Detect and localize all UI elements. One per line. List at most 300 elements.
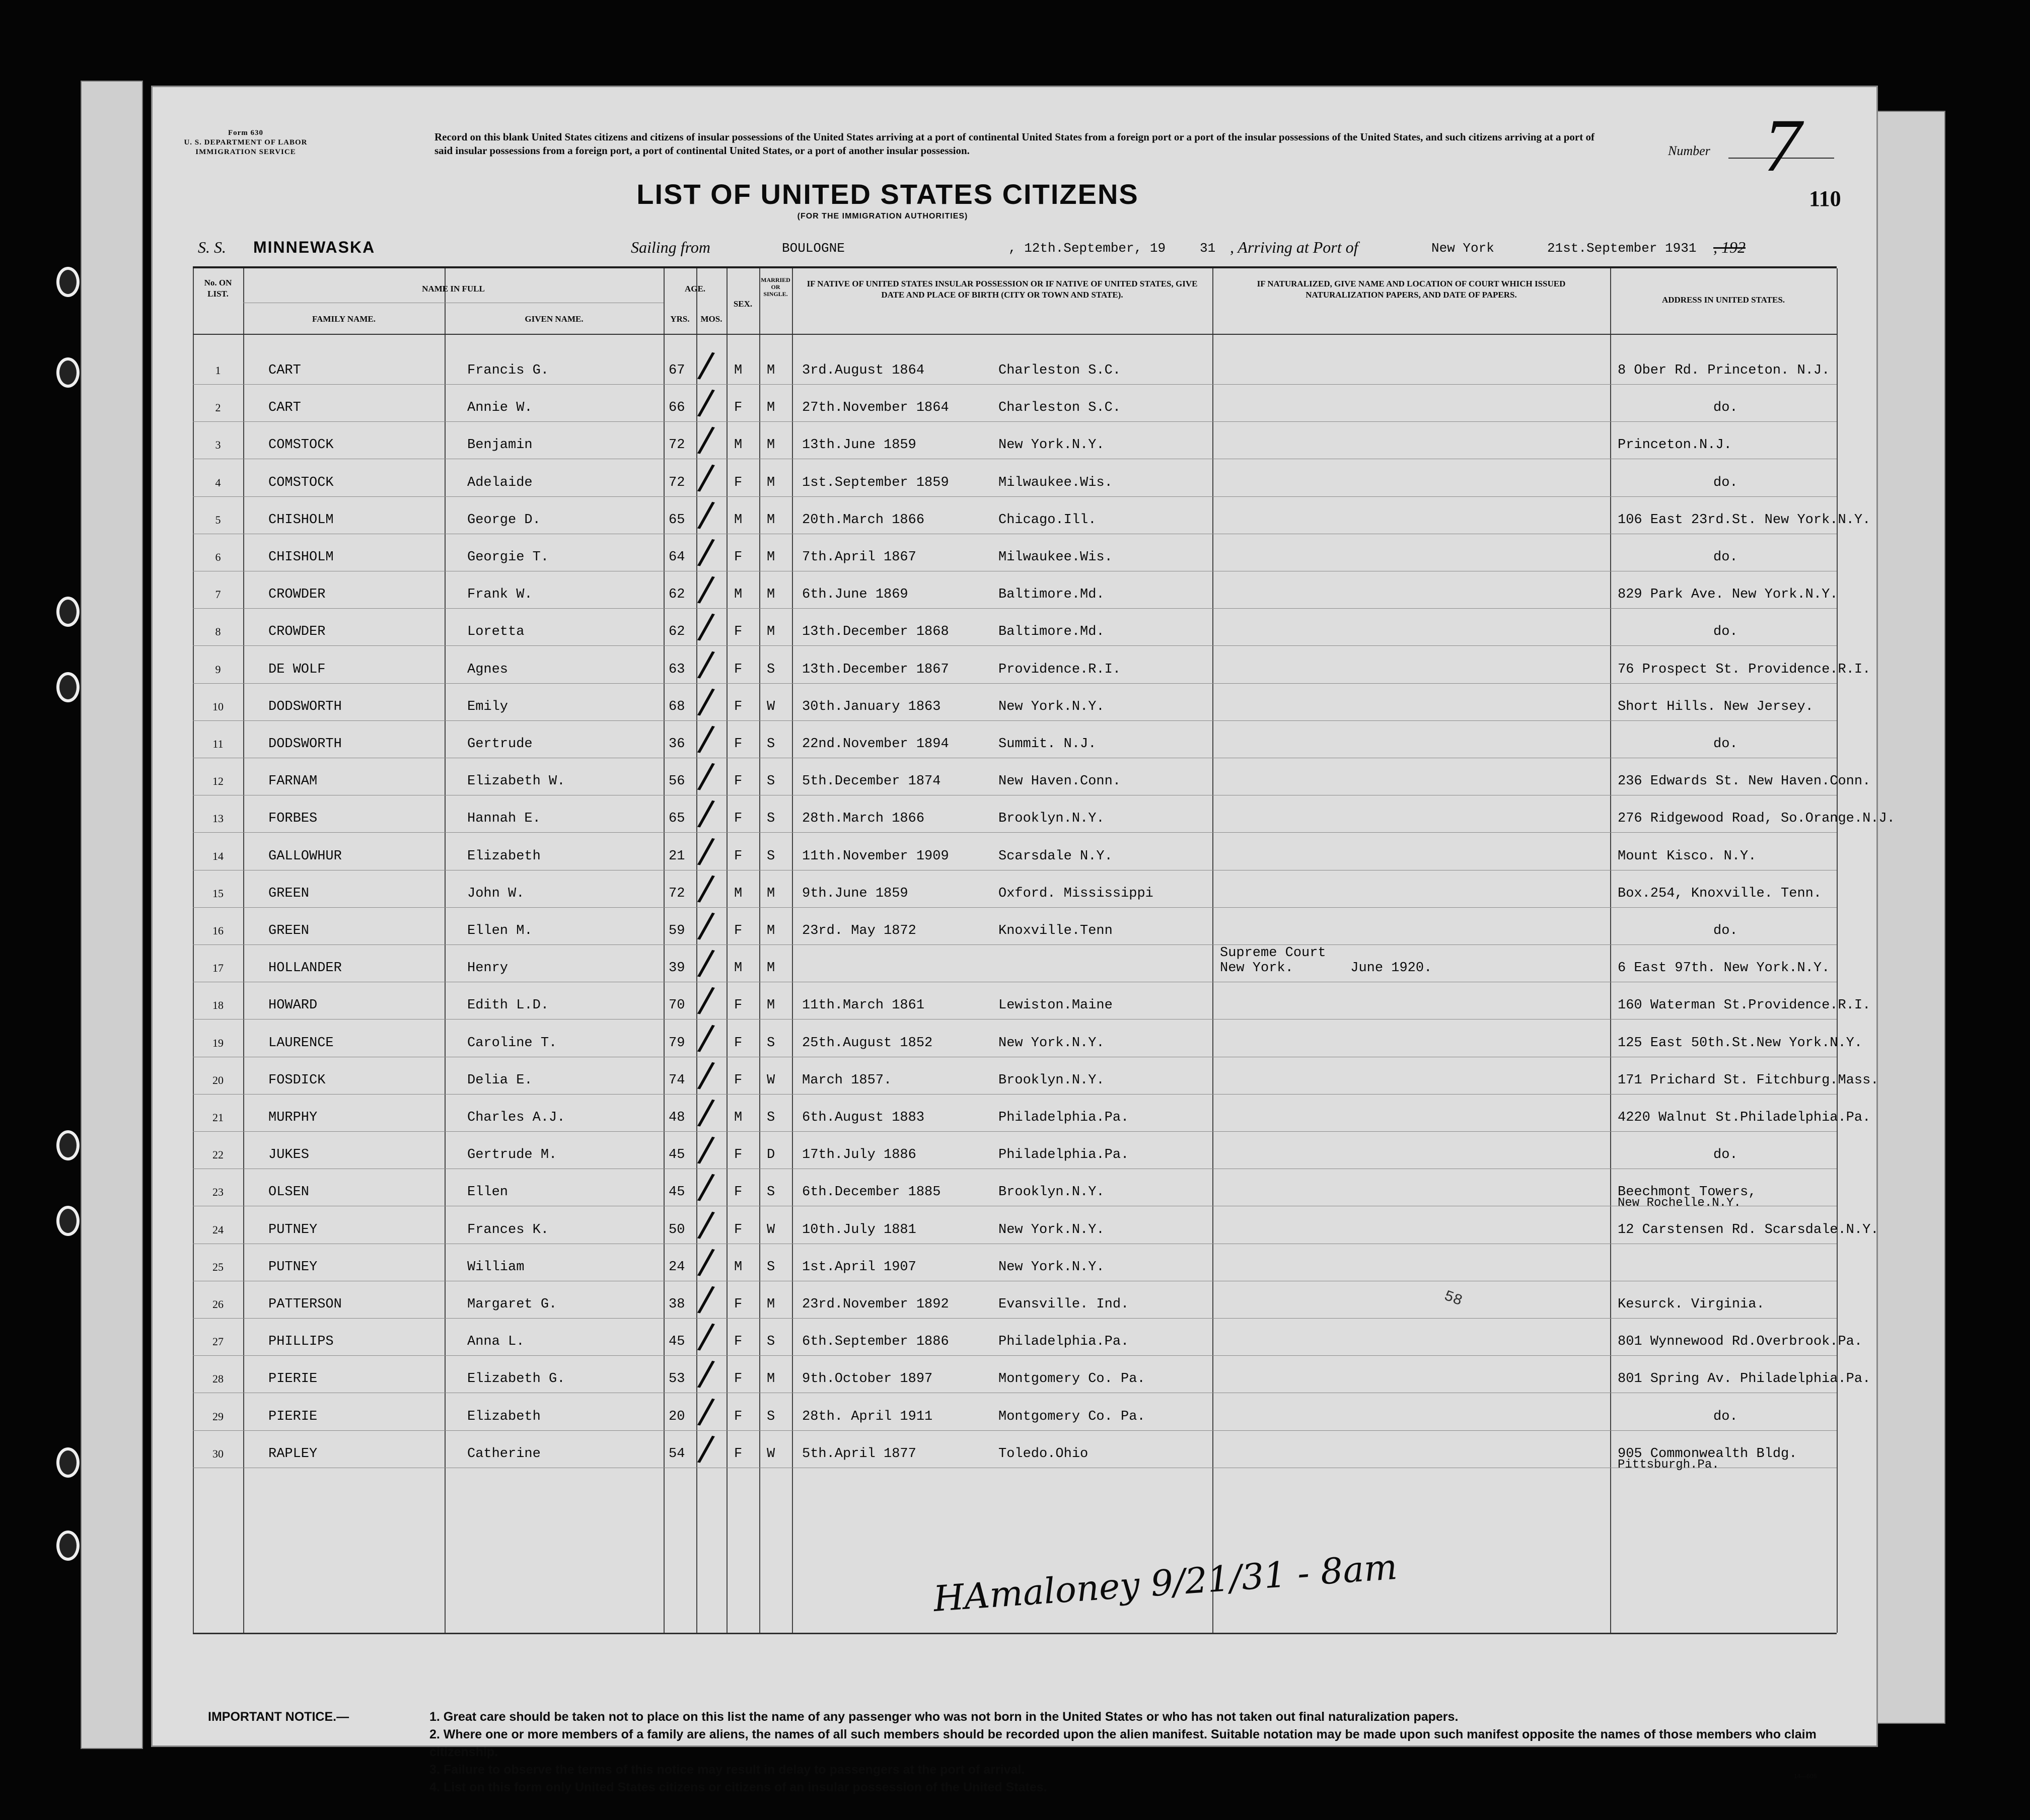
marital-status: M	[767, 1297, 775, 1312]
family-name: COMSTOCK	[268, 475, 334, 490]
row-number: 1	[215, 364, 221, 377]
sex: F	[734, 400, 743, 416]
number-value: 7	[1764, 104, 1801, 187]
header-bottom-rule	[193, 334, 1837, 335]
age-years: 72	[669, 438, 685, 453]
marital-status: M	[767, 400, 775, 416]
check-mark-icon: /	[696, 1277, 716, 1321]
row-number: 14	[212, 849, 224, 862]
row-number: 21	[212, 1111, 224, 1124]
page-number: 110	[1809, 186, 1841, 211]
check-mark-icon: /	[696, 456, 716, 499]
family-name: DODSWORTH	[268, 699, 342, 714]
row-number: 23	[212, 1186, 224, 1199]
us-address: Princeton.N.J.	[1618, 438, 1732, 453]
given-name: Loretta	[467, 624, 525, 640]
inspector-signature: HAmaloney 9/21/31 - 8am	[932, 1546, 1399, 1620]
pencil-mark: 58	[1441, 1287, 1465, 1311]
check-mark-icon: /	[696, 1203, 716, 1246]
check-mark-icon: /	[696, 1427, 716, 1470]
sex: F	[734, 662, 743, 677]
col-rule	[664, 268, 665, 1633]
row-number: 9	[215, 663, 221, 676]
row-number: 19	[212, 1036, 224, 1049]
row-rule	[193, 608, 1837, 609]
birth-date: 28th.March 1866	[802, 811, 925, 827]
us-address: do.	[1713, 400, 1738, 416]
sex: M	[734, 512, 743, 528]
given-name: Frank W.	[467, 587, 533, 603]
arrival-port: New York	[1431, 241, 1494, 256]
row-number: 26	[212, 1298, 224, 1311]
birth-place: New York.N.Y.	[998, 1222, 1105, 1237]
binder-hole	[56, 1206, 80, 1236]
header-age: AGE.	[684, 284, 706, 294]
header-family-name: FAMILY NAME.	[312, 314, 376, 324]
age-years: 68	[669, 699, 685, 714]
birth-date: 6th.August 1883	[802, 1110, 925, 1125]
age-years: 56	[669, 774, 685, 789]
page-subtitle: (FOR THE IMMIGRATION AUTHORITIES)	[797, 212, 968, 221]
age-years: 66	[669, 400, 685, 416]
sex: F	[734, 550, 743, 565]
sex: F	[734, 737, 743, 752]
birth-place: Summit. N.J.	[998, 737, 1097, 752]
col-rule	[759, 268, 760, 1633]
row-rule	[193, 907, 1837, 908]
marital-status: M	[767, 923, 775, 938]
birth-place: New York.N.Y.	[998, 1035, 1105, 1051]
sex: M	[734, 587, 743, 603]
marital-status: S	[767, 1334, 775, 1350]
family-name: PATTERSON	[268, 1297, 342, 1312]
family-name: PIERIE	[268, 1409, 318, 1424]
given-name: Elizabeth	[467, 848, 541, 864]
family-name: DODSWORTH	[268, 737, 342, 752]
family-name: HOWARD	[268, 998, 318, 1013]
birth-place: Evansville. Ind.	[998, 1297, 1129, 1312]
given-name: Delia E.	[467, 1072, 533, 1088]
row-rule	[193, 1430, 1837, 1431]
us-address: 905 Commonwealth Bldg.	[1618, 1446, 1797, 1462]
ss-label: S. S.	[198, 238, 226, 256]
row-number: 28	[212, 1372, 224, 1386]
header-address: ADDRESS IN UNITED STATES.	[1661, 295, 1785, 305]
row-rule	[193, 1019, 1837, 1020]
check-mark-icon: /	[696, 381, 716, 424]
marital-status: M	[767, 624, 775, 640]
birth-date: 6th.September 1886	[802, 1334, 949, 1350]
us-address: Beechmont Towers,	[1618, 1185, 1757, 1200]
check-mark-icon: /	[696, 1053, 716, 1097]
family-name: MURPHY	[268, 1110, 318, 1125]
binder-hole	[56, 1531, 80, 1561]
birth-date: 6th.December 1885	[802, 1185, 941, 1200]
notice-item: 1. Great care should be taken not to place on this list the name of any passenger who was not born in the United States or who has not taken out final naturalization papers.	[429, 1710, 1459, 1724]
binder-hole	[56, 1130, 80, 1160]
manifest-page	[151, 86, 1895, 1794]
notice-item: 3. Failure to observe the terms of this notice may result in delay to passengers at the port of arrival.	[429, 1763, 1025, 1777]
sex: F	[734, 1446, 743, 1462]
birth-date: 13th.June 1859	[802, 438, 916, 453]
check-mark-icon: /	[696, 1352, 716, 1395]
marital-status: W	[767, 699, 775, 714]
binder-hole	[56, 672, 80, 702]
family-name: PHILLIPS	[268, 1334, 334, 1350]
marital-status: S	[767, 774, 775, 789]
family-name: PUTNEY	[268, 1222, 318, 1237]
age-years: 74	[669, 1072, 685, 1088]
family-name: OLSEN	[268, 1185, 310, 1200]
check-mark-icon: /	[696, 978, 716, 1022]
row-number: 11	[212, 738, 224, 750]
check-mark-icon: /	[696, 567, 716, 611]
birth-place: Baltimore.Md.	[998, 587, 1105, 603]
us-address: 160 Waterman St.Providence.R.I.	[1618, 998, 1871, 1013]
form-number: Form 630	[228, 129, 264, 137]
marital-status: W	[767, 1446, 775, 1462]
given-name: Gertrude	[467, 737, 533, 752]
age-years: 79	[669, 1035, 685, 1051]
notice-lead: IMPORTANT NOTICE.—	[208, 1710, 349, 1724]
birth-date: 23rd. May 1872	[802, 923, 916, 938]
birth-date: 3rd.August 1864	[802, 363, 925, 378]
birth-date: 28th. April 1911	[802, 1409, 933, 1424]
age-years: 53	[669, 1371, 685, 1387]
marital-status: M	[767, 587, 775, 603]
us-address: do.	[1713, 923, 1738, 938]
age-years: 72	[669, 886, 685, 901]
sex: M	[734, 1110, 743, 1125]
arrival-date: 21st.September 1931	[1547, 241, 1697, 256]
header-name-in-full: NAME IN FULL	[422, 284, 485, 294]
marital-status: M	[767, 438, 775, 453]
marital-status: S	[767, 1035, 775, 1051]
birth-date: 9th.June 1859	[802, 886, 908, 901]
check-mark-icon: /	[696, 493, 716, 536]
row-rule	[193, 384, 1837, 385]
row-number: 10	[212, 700, 224, 713]
row-rule	[193, 421, 1837, 422]
sex: F	[734, 475, 743, 490]
check-mark-icon: /	[696, 1128, 716, 1171]
family-name: PIERIE	[268, 1371, 318, 1387]
us-address: 6 East 97th. New York.N.Y.	[1618, 961, 1830, 976]
birth-place: Knoxville.Tenn	[998, 923, 1113, 938]
important-notice	[208, 1708, 1819, 1796]
sex: F	[734, 923, 743, 938]
age-years: 21	[669, 848, 685, 864]
birth-place: Brooklyn.N.Y.	[998, 1185, 1105, 1200]
birth-date: 30th.January 1863	[802, 699, 941, 714]
sex: F	[734, 1222, 743, 1237]
passenger-table	[193, 266, 1895, 1634]
marital-status: S	[767, 811, 775, 827]
check-mark-icon: /	[696, 904, 716, 947]
birth-date: 13th.December 1868	[802, 624, 949, 640]
department-label: U. S. DEPARTMENT OF LABOR	[184, 138, 308, 147]
marital-status: W	[767, 1072, 775, 1088]
row-number: 4	[215, 476, 221, 489]
col-rule	[193, 268, 194, 1633]
marital-status: S	[767, 1185, 775, 1200]
birth-date: 13th.December 1867	[802, 662, 949, 677]
sex: F	[734, 1334, 743, 1350]
age-years: 50	[669, 1222, 685, 1237]
given-name: Frances K.	[467, 1222, 549, 1237]
sex: F	[734, 1147, 743, 1163]
family-name: DE WOLF	[268, 662, 326, 677]
row-number: 13	[212, 812, 224, 825]
given-name: Caroline T.	[467, 1035, 557, 1051]
birth-place: Brooklyn.N.Y.	[998, 1072, 1105, 1088]
marital-status: S	[767, 1110, 775, 1125]
sex: F	[734, 1035, 743, 1051]
us-address-line2: Pittsburgh.Pa.	[1618, 1458, 1719, 1472]
given-name: Edith L.D.	[467, 998, 549, 1013]
given-name: Annie W.	[467, 400, 533, 416]
birth-date: 23rd.November 1892	[802, 1297, 949, 1312]
row-rule	[193, 645, 1837, 646]
check-mark-icon: /	[696, 829, 716, 872]
sex: M	[734, 886, 743, 901]
given-name: Francis G.	[467, 363, 549, 378]
given-name: Margaret G.	[467, 1297, 557, 1312]
age-years: 62	[669, 587, 685, 603]
us-address: Mount Kisco. N.Y.	[1618, 848, 1757, 864]
age-years: 45	[669, 1334, 685, 1350]
given-name: Adelaide	[467, 475, 533, 490]
age-years: 72	[669, 475, 685, 490]
family-name: CART	[268, 400, 301, 416]
row-rule	[193, 1094, 1837, 1095]
naturalization-date: New York. June 1920.	[1220, 961, 1432, 976]
back-sheet-left	[81, 81, 143, 1749]
age-years: 64	[669, 550, 685, 565]
row-number: 8	[215, 625, 221, 638]
birth-place: Charleston S.C.	[998, 400, 1121, 416]
header-yrs: YRS.	[670, 314, 690, 324]
sex: F	[734, 998, 743, 1013]
family-name: FORBES	[268, 811, 318, 827]
check-mark-icon: /	[696, 1315, 716, 1358]
us-address: 236 Edwards St. New Haven.Conn.	[1618, 774, 1871, 789]
birth-place: New Haven.Conn.	[998, 774, 1121, 789]
age-years: 54	[669, 1446, 685, 1462]
birth-place: Lewiston.Maine	[998, 998, 1113, 1013]
us-address: 8 Ober Rd. Princeton. N.J.	[1618, 363, 1830, 378]
header-given-name: GIVEN NAME.	[525, 314, 584, 324]
row-rule	[193, 1318, 1837, 1319]
family-name: COMSTOCK	[268, 438, 334, 453]
check-mark-icon: /	[696, 343, 716, 387]
family-name: GREEN	[268, 923, 310, 938]
family-name: CROWDER	[268, 587, 326, 603]
check-mark-icon: /	[696, 717, 716, 760]
us-address: do.	[1713, 550, 1738, 565]
row-number: 18	[212, 999, 224, 1012]
row-rule	[193, 720, 1837, 721]
family-name: FOSDICK	[268, 1072, 326, 1088]
check-mark-icon: /	[696, 1390, 716, 1433]
sex: M	[734, 1259, 743, 1275]
age-years: 67	[669, 363, 685, 378]
us-address: 106 East 23rd.St. New York.N.Y.	[1618, 512, 1871, 528]
sex: F	[734, 624, 743, 640]
given-name: George D.	[467, 512, 541, 528]
marital-status: S	[767, 1259, 775, 1275]
family-name: CHISHOLM	[268, 550, 334, 565]
preamble-text: Record on this blank United States citizens and citizens of insular possessions of the United States arriving at a port of continental United States from a foreign port or a port of the insular possessions of the United States, and such citizens arriving at a port of said insular possessions from a foreign port, a port of continental United States, or a port of another insular possession.	[434, 131, 1594, 157]
sail-date: , 12th.September, 19	[1008, 241, 1166, 256]
given-name: Ellen M.	[467, 923, 533, 938]
family-name: PUTNEY	[268, 1259, 318, 1275]
family-name: CHISHOLM	[268, 512, 334, 528]
binder-hole	[56, 357, 80, 388]
age-years: 20	[669, 1409, 685, 1424]
header-married: MARRIED OR SINGLE.	[761, 276, 790, 298]
birth-date: 1st.April 1907	[802, 1259, 916, 1275]
family-name: HOLLANDER	[268, 961, 342, 976]
marital-status: S	[767, 1409, 775, 1424]
given-name: Anna L.	[467, 1334, 525, 1350]
row-number: 7	[215, 588, 221, 601]
us-address: 76 Prospect St. Providence.R.I.	[1618, 662, 1871, 677]
check-mark-icon: /	[696, 1016, 716, 1059]
us-address: 801 Wynnewood Rd.Overbrook.Pa.	[1618, 1334, 1863, 1350]
sex: M	[734, 438, 743, 453]
birth-date: 5th.April 1877	[802, 1446, 916, 1462]
sex: F	[734, 699, 743, 714]
row-rule	[193, 1355, 1837, 1356]
row-number: 30	[212, 1447, 224, 1460]
family-name: JUKES	[268, 1147, 310, 1163]
row-number: 20	[212, 1073, 224, 1086]
given-name: Catherine	[467, 1446, 541, 1462]
age-years: 70	[669, 998, 685, 1013]
birth-place: Philadelphia.Pa.	[998, 1147, 1129, 1163]
ship-name: MINNEWASKA	[253, 238, 376, 256]
row-number: 29	[212, 1410, 224, 1423]
birth-date: 10th.July 1881	[802, 1222, 916, 1237]
birth-date: 20th.March 1866	[802, 512, 925, 528]
row-rule	[193, 496, 1837, 497]
marital-status: M	[767, 998, 775, 1013]
given-name: Elizabeth G.	[467, 1371, 565, 1387]
check-mark-icon: /	[696, 754, 716, 797]
age-years: 38	[669, 1297, 685, 1312]
family-name: LAURENCE	[268, 1035, 334, 1051]
us-address: do.	[1713, 475, 1738, 490]
marital-status: M	[767, 363, 775, 378]
header-birth: IF NATIVE OF UNITED STATES INSULAR POSSESSION OR IF NATIVE OF UNITED STATES, GIVE DATE AND PLACE OF BIRTH (CITY OR TOWN AND STATE).	[807, 279, 1198, 300]
birth-place: New York.N.Y.	[998, 438, 1105, 453]
family-name: RAPLEY	[268, 1446, 318, 1462]
age-years: 62	[669, 624, 685, 640]
check-mark-icon: /	[696, 605, 716, 648]
birth-date: 7th.April 1867	[802, 550, 916, 565]
us-address: do.	[1713, 1147, 1738, 1163]
col-rule	[792, 268, 793, 1633]
row-number: 25	[212, 1260, 224, 1273]
birth-place: Oxford. Mississippi	[998, 886, 1153, 901]
birth-date: 27th.November 1864	[802, 400, 949, 416]
marital-status: M	[767, 886, 775, 901]
birth-place: Philadelphia.Pa.	[998, 1110, 1129, 1125]
given-name: Hannah E.	[467, 811, 541, 827]
arrival-year-struck: , 192	[1713, 238, 1746, 256]
age-years: 39	[669, 961, 685, 976]
check-mark-icon: /	[696, 1165, 716, 1208]
age-years: 45	[669, 1147, 685, 1163]
given-name: Henry	[467, 961, 509, 976]
given-name: Emily	[467, 699, 509, 714]
from-port: BOULOGNE	[782, 241, 845, 256]
row-number: 2	[215, 401, 221, 414]
age-years: 48	[669, 1110, 685, 1125]
birth-date: 11th.November 1909	[802, 848, 949, 864]
family-name: FARNAM	[268, 774, 318, 789]
birth-date: 1st.September 1859	[802, 475, 949, 490]
sex: F	[734, 1409, 743, 1424]
sex: F	[734, 774, 743, 789]
row-number: 22	[212, 1148, 224, 1161]
age-years: 24	[669, 1259, 685, 1275]
page-title: LIST OF UNITED STATES CITIZENS	[636, 178, 1139, 210]
notice-item: 4. List on this form only United States citizens or citizens of an insular possession of the United States.	[429, 1780, 1047, 1794]
birth-place: Baltimore.Md.	[998, 624, 1105, 640]
col-rule	[1837, 268, 1838, 1633]
birth-date: March 1857.	[802, 1072, 892, 1088]
marital-status: M	[767, 475, 775, 490]
check-mark-icon: /	[696, 680, 716, 723]
row-number: 15	[212, 887, 224, 900]
sex: F	[734, 811, 743, 827]
sex: F	[734, 1072, 743, 1088]
row-rule	[193, 683, 1837, 684]
sex: M	[734, 363, 743, 378]
binder-hole	[56, 597, 80, 627]
col-rule	[243, 268, 244, 1633]
given-name: Agnes	[467, 662, 509, 677]
number-label: Number	[1668, 143, 1710, 158]
birth-place: Providence.R.I.	[998, 662, 1121, 677]
sex: F	[734, 1185, 743, 1200]
row-number: 27	[212, 1335, 224, 1348]
birth-place: New York.N.Y.	[998, 1259, 1105, 1275]
birth-date: 9th.October 1897	[802, 1371, 933, 1387]
given-name: Ellen	[467, 1185, 509, 1200]
notice-item: 2. Where one or more members of a family are aliens, the names of all such members should be recorded upon the alien manifest. Suitable notation may be made upon such manifest opposite the names of those members who claim citizenship.	[429, 1727, 1817, 1759]
col-rule	[1610, 268, 1611, 1633]
birth-place: Charleston S.C.	[998, 363, 1121, 378]
age-years: 59	[669, 923, 685, 938]
given-name: Georgie T.	[467, 550, 549, 565]
birth-place: Scarsdale N.Y.	[998, 848, 1113, 864]
header-sex: SEX.	[733, 299, 753, 309]
age-years: 63	[669, 662, 685, 677]
row-number: 12	[212, 775, 224, 788]
birth-date: 5th.December 1874	[802, 774, 941, 789]
marital-status: D	[767, 1147, 775, 1163]
naturalization-court: Supreme Court	[1220, 945, 1326, 961]
check-mark-icon: /	[696, 791, 716, 835]
age-years: 65	[669, 512, 685, 528]
family-name: GREEN	[268, 886, 310, 901]
age-years: 36	[669, 737, 685, 752]
row-rule	[193, 832, 1837, 833]
birth-place: Toledo.Ohio	[998, 1446, 1089, 1462]
